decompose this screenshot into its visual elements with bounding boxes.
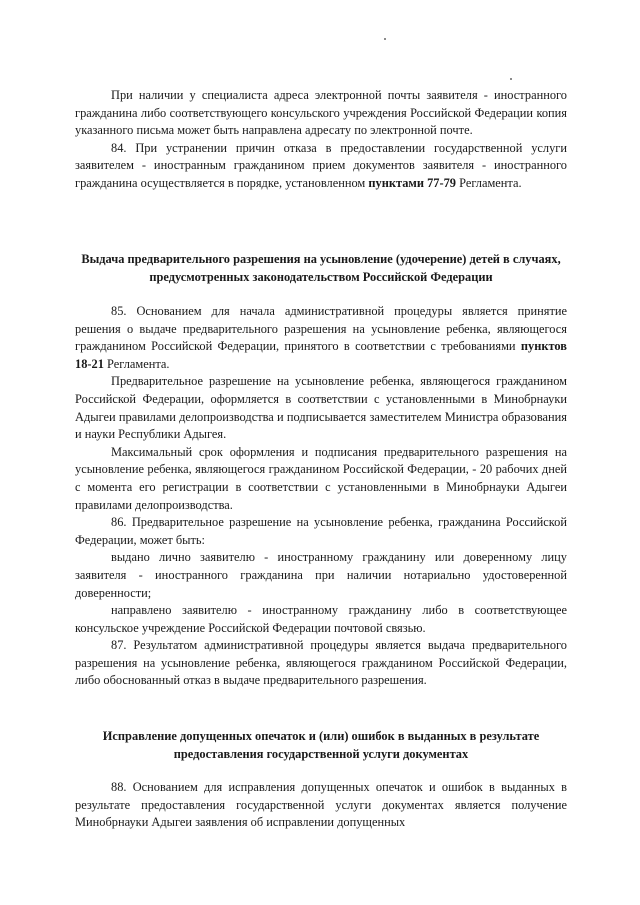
text-block-intro bbox=[75, 87, 567, 193]
paragraph-86: 86. Предварительное разрешение на усыновление ребенка, гражданина Российской Федерации, может быть: bbox=[75, 515, 567, 547]
reference-points-77-79: пунктами 77-79 bbox=[368, 175, 456, 190]
reference-points-18-21: пунктов 18-21 bbox=[75, 339, 567, 371]
text-block-corrections bbox=[75, 779, 567, 832]
text-block-preliminary-permission bbox=[75, 303, 567, 690]
paragraph-max-term: Максимальный срок оформления и подписания предварительного разрешения на усыновление ребенка, являющегося гражданином Российской Федерации, - 20 рабочих дней с момента его регистрации в соответствии с установленными в Минобрнауки Адыгеи правилами делопроизводства. bbox=[75, 444, 567, 512]
paragraph-issued-personally: выдано лично заявителю - иностранному гражданину или доверенному лицу заявителя - иностранного гражданина при наличии нотариально удостоверенной доверенности; bbox=[75, 550, 567, 600]
section-heading-corrections: Исправление допущенных опечаток и (или) ошибок в выданных в результате предоставления государственной услуги документах bbox=[102, 729, 540, 761]
paragraph-88: 88. Основанием для исправления допущенных опечаток и ошибок в выданных в результате предоставления государственной услуги документах является получение Минобрнауки Адыгеи заявления об исправлении допущенных bbox=[75, 780, 567, 830]
paragraph-87: 87. Результатом административной процедуры является выдача предварительного разрешения на усыновление ребенка, являющегося гражданином Российской Федерации, либо обоснованный отказ в выдаче предварительного разрешения. bbox=[75, 638, 567, 688]
scan-speck bbox=[510, 78, 512, 80]
paragraph-permission-form: Предварительное разрешение на усыновление ребенка, являющегося гражданином Российской Федерации, оформляется в соответствии с установленными в Минобрнауки Адыгеи правилами делопроизводства и подписывается заместителем Министра образования и науки Республики Адыгея. bbox=[75, 374, 567, 442]
section-heading-preliminary-permission: Выдача предварительного разрешения на усыновление (удочерение) детей в случаях, предусмотренных законодательством Российской Федерации bbox=[81, 252, 561, 284]
paragraph-84: 84. При устранении причин отказа в предоставлении государственной услуги заявителем - иностранным гражданином прием документов заявителя - иностранного гражданина осуществляется в порядке, установленном пунктами 77-79 Регламента. bbox=[75, 140, 567, 190]
paragraph-email-copy: При наличии у специалиста адреса электронной почты заявителя - иностранного гражданина либо соответствующего консульского учреждения Российской Федерации копия указанного письма может быть направлена адресату по электронной почте. bbox=[75, 88, 567, 138]
scan-speck bbox=[384, 38, 386, 40]
paragraph-85: 85. Основанием для начала административной процедуры является принятие решения о выдаче предварительного разрешения на усыновление ребенка, являющегося гражданином Российской Федерации, принятого в соответствии с требованиями пунктов 18-21 Регламента. bbox=[75, 304, 567, 371]
paragraph-sent-by-mail: направлено заявителю - иностранному гражданину либо в соответствующее консульское учреждение Российской Федерации почтовой связью. bbox=[75, 603, 567, 635]
